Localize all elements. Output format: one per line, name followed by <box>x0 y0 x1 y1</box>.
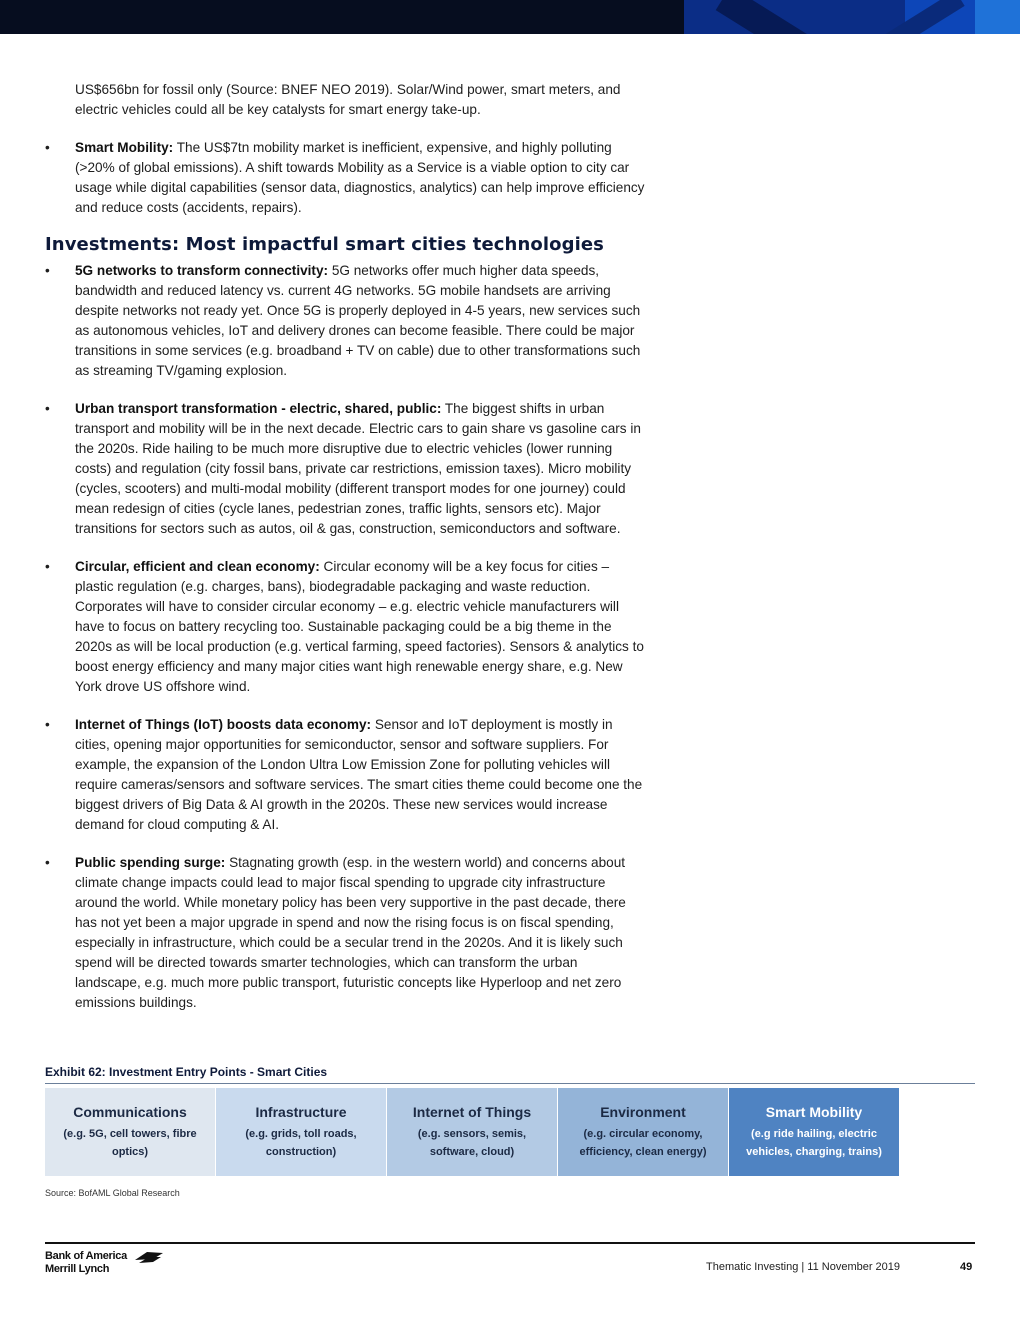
intro-continuation: US$656bn for fossil only (Source: BNEF NEO 2019). Solar/Wind power, smart meters, and electric vehicles could all be key catalysts for smart energy take-up. <box>75 82 621 117</box>
page-number: 49 <box>960 1261 973 1273</box>
entry-points-row <box>45 1088 975 1176</box>
article-body <box>45 80 645 1013</box>
bullet-text: The biggest shifts in urban transport and mobility will be in the next decade. Electric cars to gain share vs gasoline cars in the 2020s. Ride hailing to be much more disruptive due to electric vehicles (lower running costs) and regulation (city fossil bans, private car restrictions, emission taxes). Micro mobility (cycles, scooters) and multi-modal mobility (different transport modes for one journey) could mean redesign of cities (cycle lanes, pedestrian zones, traffic lights, sensors etc). Major transitions for sectors such as autos, oil & gas, construction, semiconductors and software. <box>75 401 641 536</box>
bullet-lead: Internet of Things (IoT) boosts data economy: <box>75 717 372 732</box>
bullet-dot: • <box>45 401 50 416</box>
bullet-urban-transport <box>45 399 645 539</box>
entry-box-subtitle: (e.g ride hailing, electric vehicles, charging, trains) <box>746 1127 882 1158</box>
entry-box-title: Internet of Things <box>412 1103 532 1120</box>
entry-box-smart-mobility <box>729 1088 899 1176</box>
exhibit-title: Exhibit 62: Investment Entry Points - Smart Cities <box>45 1065 975 1084</box>
exhibit-source: Source: BofAML Global Research <box>45 1188 180 1198</box>
logo-line-1: Bank of America <box>45 1250 127 1262</box>
banner-accent-3 <box>975 0 1020 34</box>
entry-box-subtitle: (e.g. circular economy, efficiency, clean energy) <box>579 1127 707 1158</box>
bullet-dot: • <box>45 263 50 278</box>
bullet-text: 5G networks offer much higher data speeds, bandwidth and reduced latency vs. current 4G networks. 5G mobile handsets are arriving despite networks not ready yet. Once 5G is properly deployed in 4-5 years, new services such as autonomous vehicles, IoT and delivery drones can become feasible. There could be major transitions in some services (e.g. broadband + TV on cable) due to other transformations such as streaming TV/gaming explosion. <box>75 263 641 378</box>
entry-box-subtitle: (e.g. 5G, cell towers, fibre optics) <box>63 1127 197 1158</box>
bullet-smart-mobility <box>45 138 645 218</box>
bullet-5g <box>45 261 645 381</box>
bullet-lead: Public spending surge: <box>75 855 226 870</box>
bullet-dot: • <box>45 855 50 870</box>
entry-box-title: Environment <box>600 1103 686 1120</box>
entry-box-subtitle: (e.g. grids, toll roads, construction) <box>245 1127 357 1158</box>
bullet-text: The US$7tn mobility market is inefficient, expensive, and highly polluting (>20% of global emissions). A shift towards Mobility as a Service is a viable option to city car usage while digital capabilities (sensor data, diagnostics, analytics) can help improve efficiency and reduce costs (accidents, repairs). <box>75 140 645 215</box>
entry-box-infrastructure <box>216 1088 386 1176</box>
entry-box-title: Smart Mobility <box>765 1103 863 1120</box>
bullet-lead: 5G networks to transform connectivity: <box>75 263 329 278</box>
top-banner <box>0 0 1020 34</box>
bullet-dot: • <box>45 559 50 574</box>
bullet-lead: Circular, efficient and clean economy: <box>75 559 320 574</box>
bullet-iot <box>45 715 645 835</box>
flag-logo-icon <box>133 1250 165 1266</box>
exhibit-62 <box>45 1065 975 1198</box>
entry-box-title: Infrastructure <box>255 1103 347 1120</box>
bullet-dot: • <box>45 140 50 155</box>
entry-box-subtitle: (e.g. sensors, semis, software, cloud) <box>417 1127 527 1158</box>
bullet-public-spending <box>45 853 645 1013</box>
bullet-text: Sensor and IoT deployment is mostly in cities, opening major opportunities for semiconductor, sensor and software suppliers. For example, the expansion of the London Ultra Low Emission Zone for polluting vehicles will require cameras/sensors and software services. The smart cities theme could become one the biggest drivers of Big Data & AI growth in the 2020s. These new services would increase demand for cloud computing & AI. <box>75 717 643 832</box>
footer-publication: Thematic Investing | 11 November 2019 <box>706 1261 901 1273</box>
bullet-lead: Urban transport transformation - electric, shared, public: <box>75 401 442 416</box>
bullet-circular-economy <box>45 557 645 697</box>
entry-box-environment <box>558 1088 728 1176</box>
section-heading: Investments: Most impactful smart cities technologies <box>45 234 604 255</box>
bullet-text: Stagnating growth (esp. in the western world) and concerns about climate change impacts could lead to major fiscal spending to upgrade city infrastructure around the world. While monetary policy has been very supportive in the past decade, there has not yet been a major upgrade in spend and now the rising focus is on fiscal spending, especially in infrastructure, which could be a secular trend in the 2020s. And it is likely such spend will be directed towards smarter technologies, which can transform the urban landscape, e.g. much more public transport, futuristic concepts like Hyperloop and net zero emissions buildings. <box>75 855 626 1010</box>
bullet-lead: Smart Mobility: <box>75 140 174 155</box>
entry-box-title: Communications <box>73 1103 187 1120</box>
entry-box-iot <box>387 1088 557 1176</box>
bullet-text: Circular economy will be a key focus for cities – plastic regulation (e.g. charges, bans), biodegradable packaging and waste reduction. Corporates will have to consider circular economy – e.g. electric vehicle manufacturers will have to focus on battery recycling too. Sustainable packaging could be a big theme in the 2020s as will be local production (e.g. vertical farming, speed factories). Sensors & analytics to boost energy efficiency and many major cities want high renewable energy share, e.g. New York drove US offshore wind. <box>75 559 644 694</box>
logo-line-2: Merrill Lynch <box>45 1263 110 1275</box>
entry-box-communications <box>45 1088 215 1176</box>
bullet-dot: • <box>45 717 50 732</box>
bank-logo <box>45 1250 127 1276</box>
footer-divider <box>45 1242 975 1244</box>
